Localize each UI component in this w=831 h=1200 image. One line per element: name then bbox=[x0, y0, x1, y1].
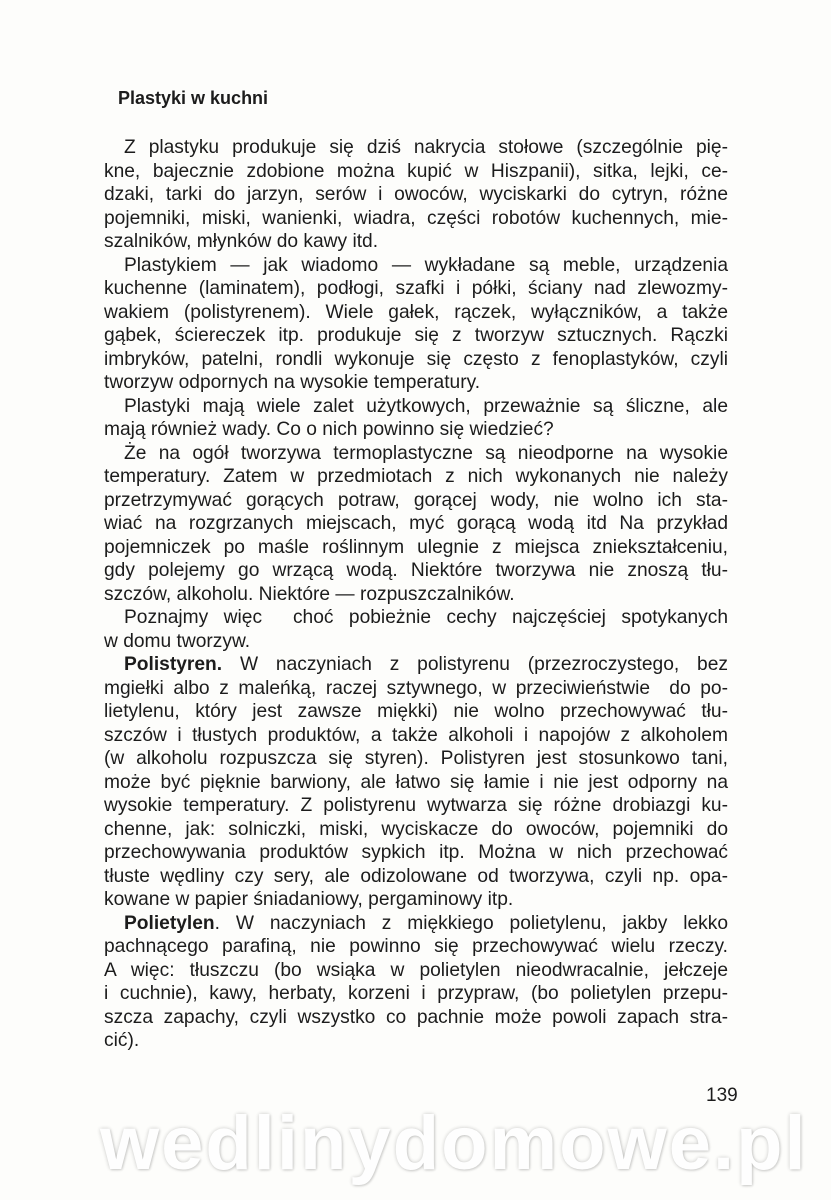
line-text: gąbek, ściereczek itp. produkuje się z tworzyw sztucznych. Rączki bbox=[104, 325, 728, 346]
line-text: wakiem (polistyrenem). Wiele gałek, rączek, wyłączników, a także bbox=[104, 301, 728, 323]
line-text: szcza zapachy, czyli wszystko co pachnie może powoli zapach stra- bbox=[104, 1006, 728, 1028]
line-text: gdy polejemy go wrzącą wodą. Niektóre tworzywa nie znoszą tłu- bbox=[104, 560, 728, 581]
line-text: tworzyw odpornych na wysokie temperatury. bbox=[104, 372, 481, 393]
paragraph-line bbox=[104, 183, 728, 207]
line-text: i cuchnie), kawy, herbaty, korzeni i przypraw, (bo polietylen przepu- bbox=[104, 983, 728, 1004]
paragraph-line bbox=[104, 207, 728, 231]
paragraph-line bbox=[104, 536, 728, 560]
paragraph-line bbox=[104, 724, 728, 748]
paragraph-line bbox=[104, 982, 728, 1006]
paragraph-line bbox=[104, 348, 728, 372]
line-text: imbryków, patelni, rondli wykonuje się często z fenoplastyków, czyli bbox=[104, 348, 728, 370]
line-text: kne, bajecznie zdobione można kupić w Hiszpanii), sitka, lejki, ce- bbox=[104, 160, 728, 182]
paragraph-line bbox=[104, 959, 728, 983]
line-text: A więc: tłuszczu (bo wsiąka w polietylen nieodwracalnie, jełczeje bbox=[104, 959, 728, 981]
paragraph-line bbox=[104, 301, 728, 325]
lead-term: Polietylen bbox=[124, 912, 215, 934]
watermark-logo: wedlinydomowe.pl bbox=[100, 1101, 808, 1186]
paragraph-line bbox=[104, 606, 728, 630]
line-text: pachnącego parafiną, nie powinno się przechowywać wielu rzeczy. bbox=[104, 936, 728, 957]
line-text: temperatury. Zatem w przedmiotach z nich wykonanych nie należy bbox=[104, 466, 728, 487]
paragraph-line bbox=[104, 418, 728, 442]
section-title: Plastyki w kuchni bbox=[118, 88, 269, 108]
line-text: w domu tworzyw. bbox=[104, 630, 251, 652]
page-number: 139 bbox=[706, 1085, 738, 1106]
paragraph-line bbox=[104, 888, 728, 912]
line-text: Z plastyku produkuje się dziś nakrycia stołowe (szczególnie pię- bbox=[124, 137, 728, 158]
paragraph-line bbox=[104, 771, 728, 795]
line-text: Poznajmy więc choć pobieżnie cechy najczęściej spotykanych bbox=[124, 607, 728, 628]
paragraph-line bbox=[104, 653, 728, 677]
paragraph-line bbox=[104, 465, 728, 489]
paragraph-line bbox=[104, 489, 728, 513]
paragraph-line bbox=[104, 794, 728, 818]
paragraph-line bbox=[104, 583, 728, 607]
line-text: . W naczyniach z miękkiego polietylenu, jakby lekko bbox=[214, 912, 728, 934]
line-text: mgiełki albo z maleńką, raczej sztywnego, w przeciwieństwie do po- bbox=[104, 677, 728, 699]
lead-term: Polistyren. bbox=[124, 654, 223, 675]
line-text: może być pięknie barwiony, ale łatwo się łamie i nie jest odporny na bbox=[104, 771, 728, 793]
paragraph-line bbox=[104, 324, 728, 348]
line-text: (w alkoholu rozpuszcza się styren). Polistyren jest stosunkowo tani, bbox=[104, 748, 728, 769]
paragraph-line bbox=[104, 865, 728, 889]
line-text: szalników, młynków do kawy itd. bbox=[104, 231, 379, 252]
line-text: przetrzymywać gorących potraw, gorącej wody, nie wolno ich sta- bbox=[104, 489, 728, 511]
paragraph-line bbox=[104, 230, 728, 254]
paragraph-line bbox=[104, 912, 728, 936]
paragraph-line bbox=[104, 818, 728, 842]
line-text: mają również wady. Co o nich powinno się wiedzieć? bbox=[104, 419, 554, 440]
line-text: Plastyki mają wiele zalet użytkowych, przeważnie są śliczne, ale bbox=[124, 395, 728, 417]
line-text: tłuste wędliny czy sery, ale odizolowane od tworzywa, czyli np. opa- bbox=[104, 865, 728, 887]
line-text: przechowywania produktów sypkich itp. Można w nich przechować bbox=[104, 842, 728, 863]
paragraph-line bbox=[104, 442, 728, 466]
line-text: szczów i tłustych produktów, a także alkoholi i napojów z alkoholem bbox=[104, 724, 728, 746]
line-text: szczów, alkoholu. Niektóre — rozpuszczalników. bbox=[104, 583, 515, 605]
paragraph-line bbox=[104, 1029, 728, 1053]
line-text: Plastykiem — jak wiadomo — wykładane są meble, urządzenia bbox=[124, 254, 728, 276]
paragraph-line bbox=[104, 630, 728, 654]
paragraph-line bbox=[104, 747, 728, 771]
line-text: wysokie temperatury. Z polistyrenu wytwarza się różne drobiazgi ku- bbox=[104, 795, 728, 816]
line-text: W naczyniach z polistyrenu (przezroczystego, bez bbox=[222, 654, 728, 675]
paragraph-line bbox=[104, 136, 728, 160]
paragraph-line bbox=[104, 935, 728, 959]
line-text: kowane w papier śniadaniowy, pergaminowy itp. bbox=[104, 889, 514, 910]
line-text: lietylenu, który jest zawsze miękki) nie wolno przechowywać tłu- bbox=[104, 701, 728, 722]
paragraph-line bbox=[104, 277, 728, 301]
body-text bbox=[104, 136, 728, 1053]
paragraph-line bbox=[104, 371, 728, 395]
paragraph-line bbox=[104, 677, 728, 701]
line-text: cić). bbox=[104, 1030, 140, 1051]
line-text: pojemniczek po maśle roślinnym ulegnie z miejsca zniekształceniu, bbox=[104, 536, 728, 558]
line-text: dzaki, tarki do jarzyn, serów i owoców, wyciskarki do cytryn, różne bbox=[104, 184, 728, 205]
paragraph-line bbox=[104, 841, 728, 865]
line-text: wiać na rozgrzanych miejscach, myć gorącą wodą itd Na przykład bbox=[104, 513, 728, 534]
paragraph-line bbox=[104, 700, 728, 724]
paragraph-line bbox=[104, 395, 728, 419]
line-text: Że na ogół tworzywa termoplastyczne są nieodporne na wysokie bbox=[124, 442, 728, 464]
line-text: kuchenne (laminatem), podłogi, szafki i półki, ściany nad zlewozmy- bbox=[104, 278, 728, 299]
paragraph-line bbox=[104, 559, 728, 583]
paragraph-line bbox=[104, 254, 728, 278]
line-text: chenne, jak: solniczki, miski, wyciskacze do owoców, pojemniki do bbox=[104, 818, 728, 840]
paragraph-line bbox=[104, 512, 728, 536]
paragraph-line bbox=[104, 1006, 728, 1030]
paragraph-line bbox=[104, 160, 728, 184]
line-text: pojemniki, miski, wanienki, wiadra, części robotów kuchennych, mie- bbox=[104, 207, 728, 229]
